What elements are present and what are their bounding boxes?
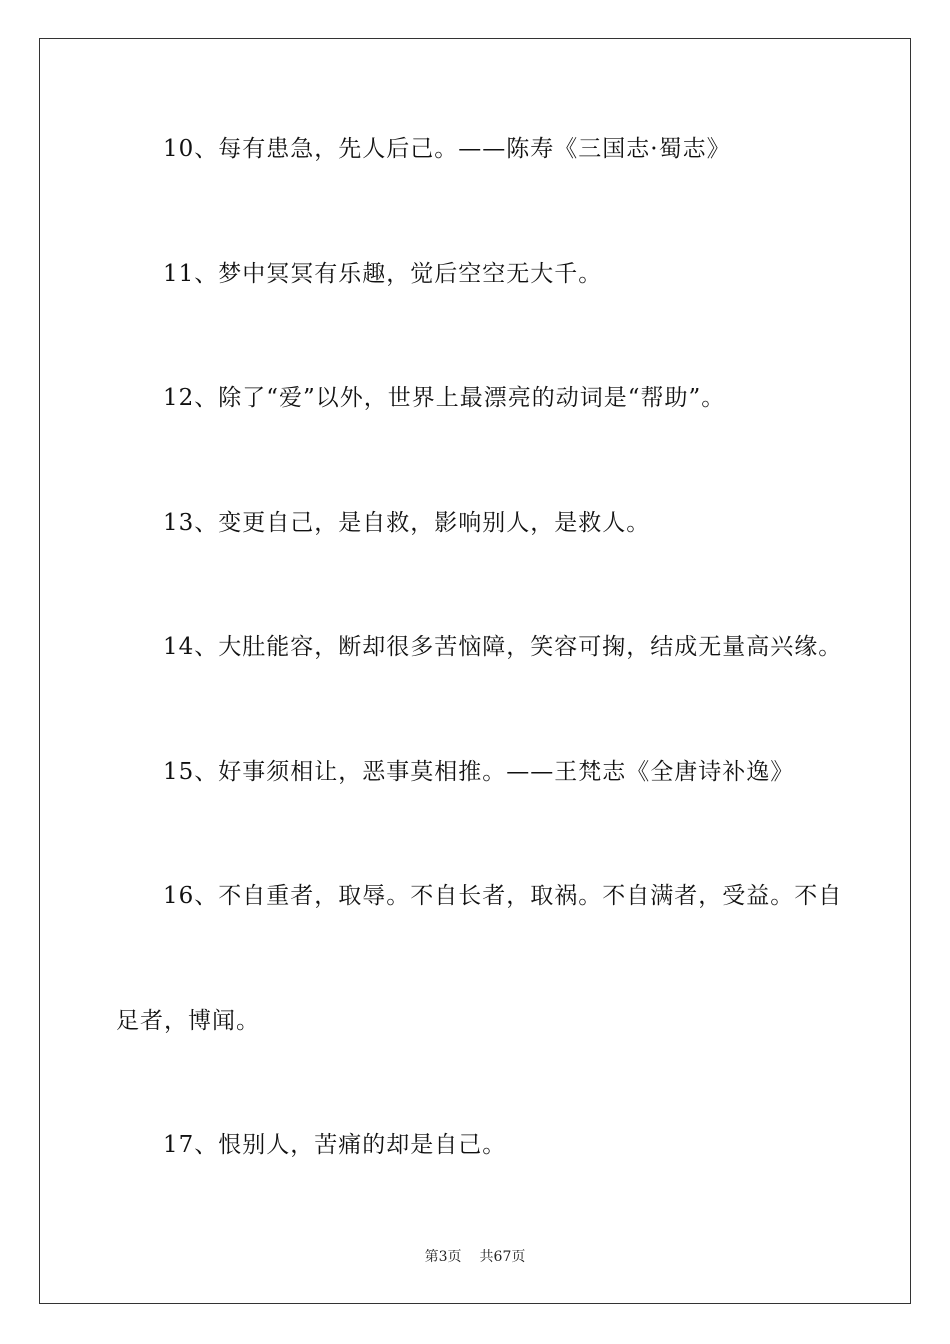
quote-line-17: 17、恨别人，苦痛的却是自己。 <box>163 1132 507 1158</box>
quote-line-15: 15、好事须相让，恶事莫相推。——王梵志《全唐诗补逸》 <box>163 759 795 785</box>
page-number: 第3页 <box>424 1249 462 1265</box>
quote-line-16: 16、不自重者，取辱。不自长者，取祸。不自满者，受益。不自 <box>163 883 843 909</box>
quote-line-14: 14、大肚能容，断却很多苦恼障，笑容可掬，结成无量高兴缘。 <box>163 634 843 660</box>
quote-line-16-continued: 足者，博闻。 <box>116 1008 260 1034</box>
page-total: 共67页 <box>479 1249 526 1265</box>
quote-line-13: 13、变更自己，是自救，影响别人，是救人。 <box>163 510 651 536</box>
quote-line-11: 11、梦中冥冥有乐趣，觉后空空无大千。 <box>163 261 603 287</box>
page-border <box>39 38 911 1304</box>
page-footer <box>0 1248 950 1266</box>
quote-line-10: 10、每有患急，先人后己。——陈寿《三国志·蜀志》 <box>163 136 731 162</box>
quote-line-12: 12、除了“爱”以外，世界上最漂亮的动词是“帮助”。 <box>163 385 726 411</box>
